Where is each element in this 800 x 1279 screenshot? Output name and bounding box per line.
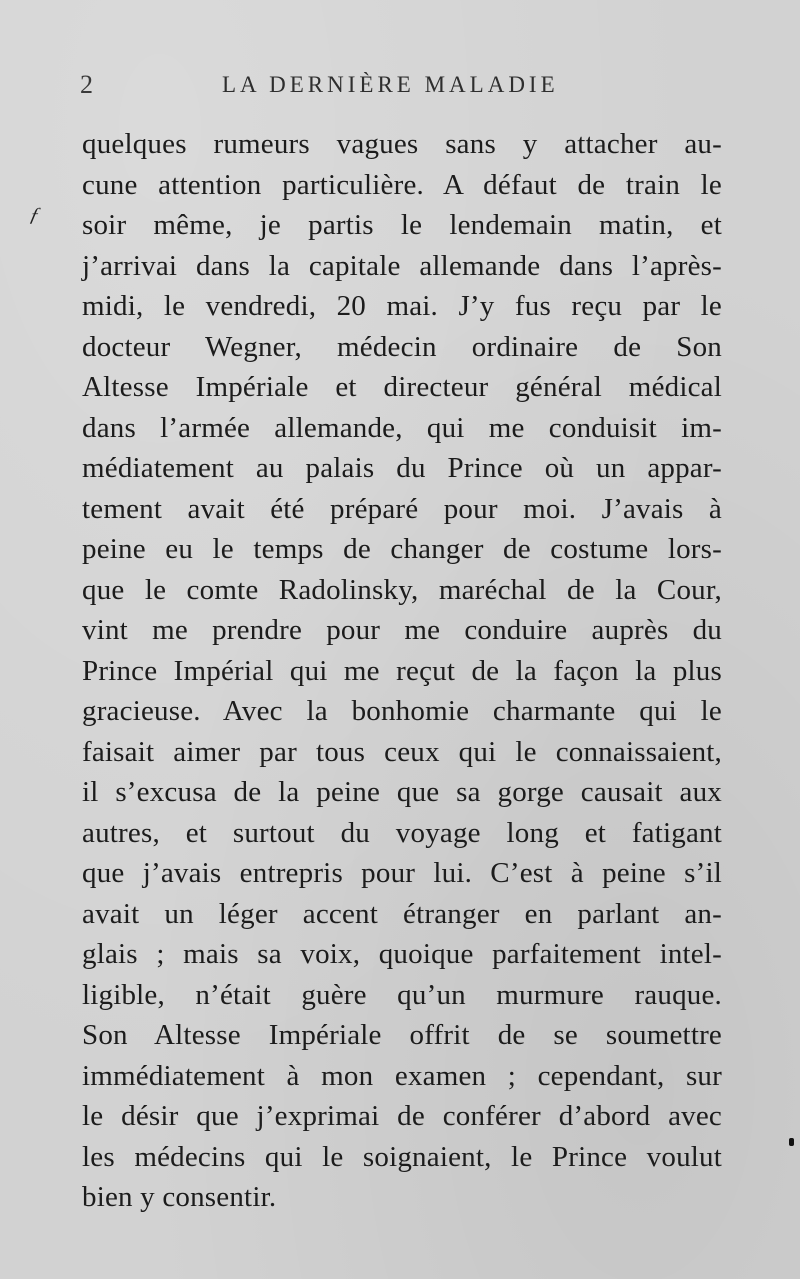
text-line: tement avait été préparé pour moi. J’avais à: [82, 492, 722, 525]
text-line: que le comte Radolinsky, maréchal de la Cour,: [82, 573, 722, 606]
text-line: glais ; mais sa voix, quoique parfaitement intel-: [82, 938, 722, 970]
page-number: 2: [80, 70, 93, 99]
margin-mark: ƒ: [27, 204, 44, 226]
text-line: docteur Wegner, médecin ordinaire de Son: [82, 330, 722, 363]
text-line: avait un léger accent étranger en parlant an-: [82, 897, 722, 930]
text-line: vint me prendre pour me conduire auprès du: [82, 614, 722, 646]
text-line: le désir que j’exprimai de conférer d’abord avec: [82, 1100, 722, 1132]
text-line: dans l’armée allemande, qui me conduisit im-: [82, 411, 722, 444]
body-text: [82, 124, 722, 1218]
text-line: les médecins qui le soignaient, le Prince voulut: [82, 1140, 722, 1173]
text-line: autres, et surtout du voyage long et fatigant: [82, 816, 722, 849]
text-line: peine eu le temps de changer de costume lors-: [82, 533, 722, 565]
text-line: cune attention particulière. A défaut de train le: [82, 168, 722, 201]
ink-speck: [789, 1138, 794, 1146]
text-line: que j’avais entrepris pour lui. C’est à peine s’il: [82, 857, 722, 889]
text-line: Son Altesse Impériale offrit de se soumettre: [82, 1019, 722, 1051]
text-line: gracieuse. Avec la bonhomie charmante qui le: [82, 695, 722, 727]
text-line: Altesse Impériale et directeur général médical: [82, 371, 722, 403]
running-title: LA DERNIÈRE MALADIE: [222, 72, 559, 97]
text-line: Prince Impérial qui me reçut de la façon la plus: [82, 654, 722, 687]
text-line: j’arrivai dans la capitale allemande dans l’après-: [82, 249, 722, 282]
text-line: quelques rumeurs vagues sans y attacher au-: [82, 128, 722, 160]
text-line: médiatement au palais du Prince où un appar-: [82, 452, 722, 484]
running-header: [0, 66, 800, 106]
text-line: bien y consentir.: [82, 1181, 277, 1213]
text-line: midi, le vendredi, 20 mai. J’y fus reçu par le: [82, 290, 722, 322]
text-line: soir même, je partis le lendemain matin, et: [82, 209, 722, 241]
text-line: faisait aimer par tous ceux qui le connaissaient,: [82, 735, 722, 768]
text-line: il s’excusa de la peine que sa gorge causait aux: [82, 776, 722, 808]
text-line: ligible, n’était guère qu’un murmure rauque.: [82, 978, 722, 1011]
text-line: immédiatement à mon examen ; cependant, sur: [82, 1059, 722, 1092]
